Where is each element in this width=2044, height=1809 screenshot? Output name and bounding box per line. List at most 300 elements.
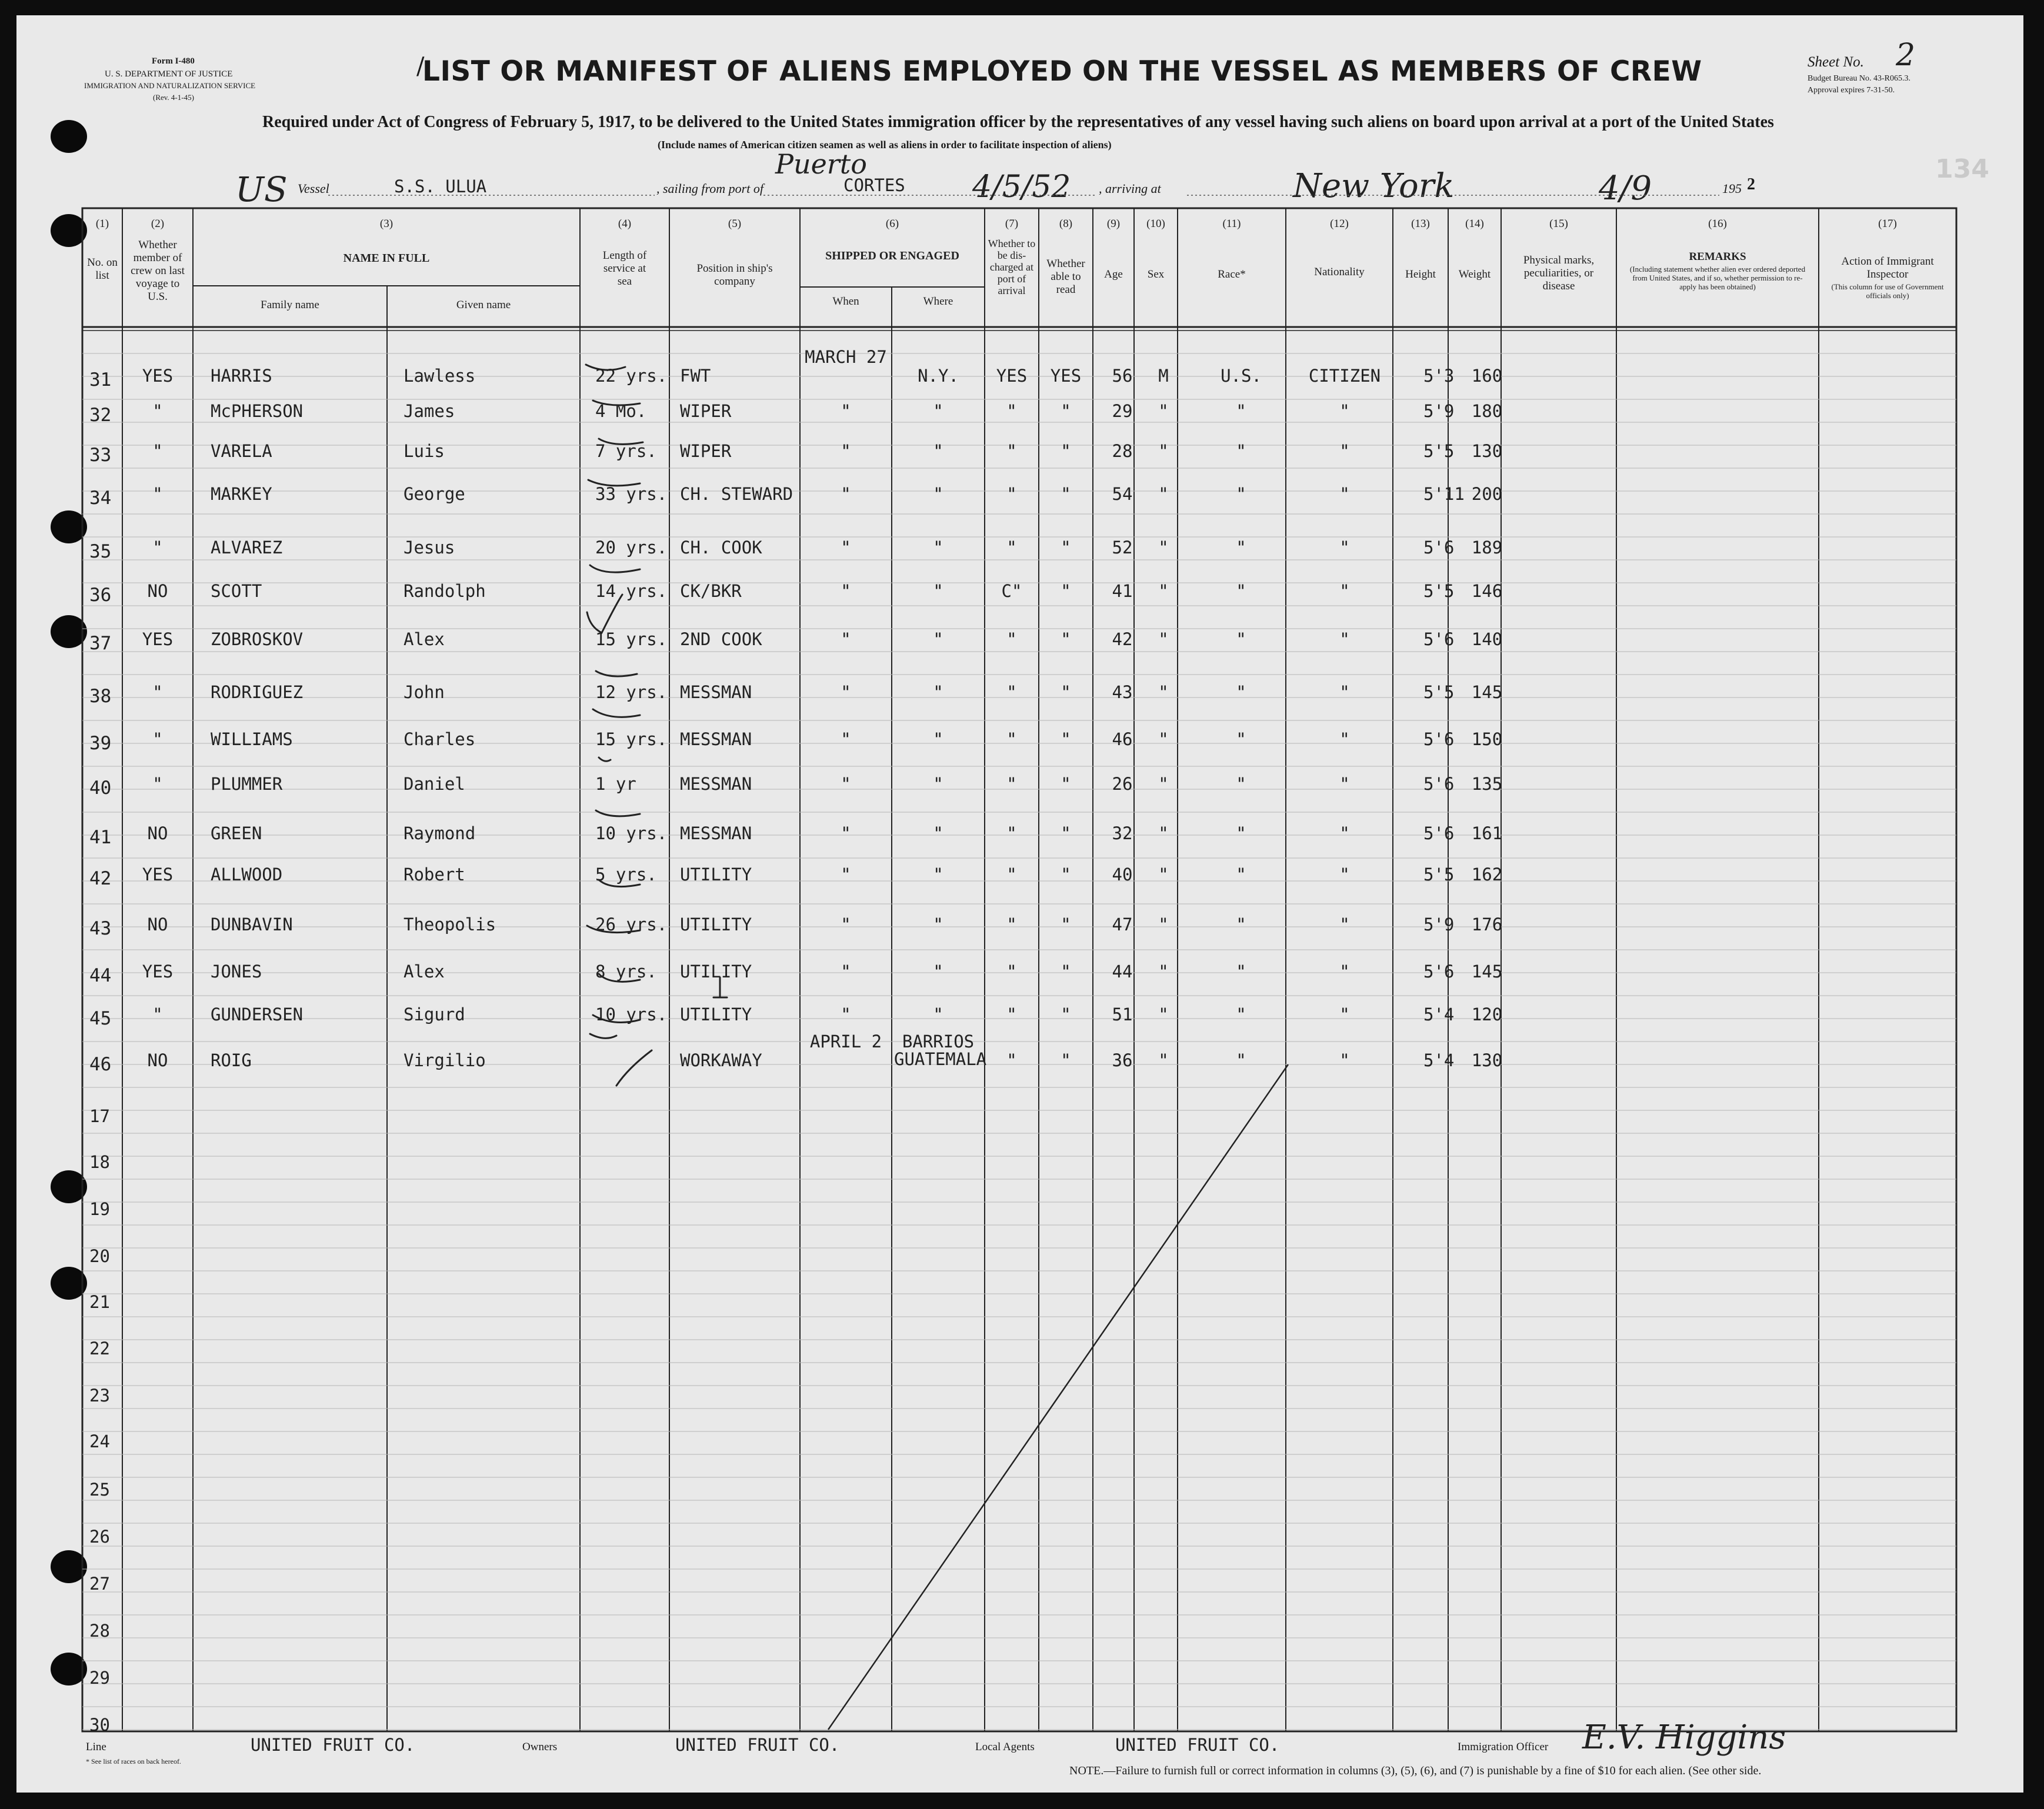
- corner-stamp: 134: [1935, 154, 1989, 184]
- race: ": [1236, 682, 1246, 702]
- given-name: George: [404, 484, 465, 504]
- page-title: LIST OR MANIFEST OF ALIENS EMPLOYED ON THE VESSEL AS MEMBERS OF CREW: [422, 55, 1702, 88]
- empty-row-number: 28: [89, 1621, 110, 1641]
- race: ": [1236, 774, 1246, 794]
- race: ": [1236, 729, 1246, 749]
- agents-value: UNITED FRUIT CO.: [1115, 1735, 1280, 1755]
- service: IMMIGRATION AND NATURALIZATION SERVICE: [84, 81, 256, 90]
- col3-family: Family name: [261, 299, 319, 311]
- col17-label: Action of Immigrant Inspector: [1841, 255, 1934, 281]
- length-of-service: 8 yrs.: [595, 962, 657, 982]
- sex: ": [1158, 682, 1169, 702]
- col15-num: (15): [1549, 218, 1568, 230]
- family-name: ROIG: [211, 1050, 252, 1070]
- col16-note: (Including statement whether alien ever ordered deported from United States, and if so, whether permission to re-apply has been obtained): [1629, 265, 1806, 291]
- position: UTILITY: [680, 865, 752, 885]
- row-number: 44: [89, 965, 112, 986]
- length-of-service: 20 yrs.: [595, 538, 668, 558]
- row-number: 40: [89, 777, 112, 799]
- subtitle: Required under Act of Congress of February 5, 1917, to be delivered to the United States immigration officer by the representatives of any vessel having such aliens on board upon arrival at a port of the United States: [262, 113, 1774, 131]
- top-mark: /: [416, 53, 425, 80]
- nationality: ": [1339, 729, 1350, 749]
- able-to-read: ": [1061, 629, 1071, 649]
- shipped-when: ": [841, 1004, 851, 1024]
- col7-label: Whether to be dis-charged at port of arrival: [988, 238, 1036, 296]
- row-number: 37: [89, 633, 112, 654]
- empty-row-number: 21: [89, 1292, 110, 1312]
- nationality: ": [1339, 962, 1350, 982]
- row-number: 36: [89, 585, 112, 606]
- age: 32: [1112, 823, 1133, 843]
- shipped-when: ": [841, 581, 851, 601]
- able-to-read: ": [1061, 823, 1071, 843]
- sex: ": [1158, 1050, 1169, 1070]
- weight: 130: [1471, 1050, 1503, 1070]
- weight: 162: [1471, 865, 1503, 885]
- col16-label: REMARKS: [1689, 251, 1746, 263]
- row-number: 42: [89, 868, 112, 889]
- weight: 120: [1471, 1004, 1503, 1024]
- height: 5'6: [1423, 729, 1455, 749]
- sail-date: 4/5/52: [972, 169, 1071, 205]
- able-to-read: ": [1061, 581, 1071, 601]
- shipped-when: MARCH 27: [805, 347, 887, 367]
- able-to-read: ": [1061, 538, 1071, 558]
- row-number: 34: [89, 488, 112, 509]
- line-value: UNITED FRUIT CO.: [251, 1735, 415, 1755]
- empty-row-number: 26: [89, 1527, 110, 1547]
- col2-label: Whether member of crew on last voyage to U.S.: [131, 239, 185, 303]
- col14-label: Weight: [1458, 268, 1491, 281]
- given-name: Daniel: [404, 774, 465, 794]
- height: 5'9: [1423, 914, 1455, 934]
- age: 56: [1112, 366, 1133, 386]
- nationality: ": [1339, 484, 1350, 504]
- height: 5'6: [1423, 774, 1455, 794]
- height: 5'4: [1423, 1004, 1455, 1024]
- col1-label: No. on list: [87, 256, 118, 282]
- race: ": [1236, 865, 1246, 885]
- port-typed: CORTES: [843, 175, 905, 195]
- previous-voyage: ": [152, 441, 163, 461]
- length-of-service: 15 yrs.: [595, 629, 668, 649]
- col7-num: (7): [1005, 218, 1019, 230]
- family-name: SCOTT: [211, 581, 262, 601]
- age: 29: [1112, 401, 1133, 421]
- col3-num: (3): [379, 218, 394, 230]
- col17-note: (This column for use of Government officials only): [1831, 282, 1944, 300]
- position: WIPER: [680, 441, 732, 461]
- length-of-service: 5 yrs.: [595, 865, 657, 885]
- previous-voyage: YES: [142, 962, 174, 982]
- previous-voyage: ": [152, 1004, 163, 1024]
- shipped-when: ": [841, 401, 851, 421]
- given-name: Sigurd: [404, 1004, 465, 1024]
- age: 44: [1112, 962, 1133, 982]
- col3-label: NAME IN FULL: [343, 252, 430, 265]
- length-of-service: 26 yrs.: [595, 914, 668, 934]
- given-name: Alex: [404, 629, 445, 649]
- length-of-service: 4 Mo.: [595, 401, 647, 421]
- family-name: WILLIAMS: [211, 729, 293, 749]
- shipped-when: ": [841, 538, 851, 558]
- family-name: HARRIS: [211, 366, 272, 386]
- discharged: ": [1006, 401, 1017, 421]
- previous-voyage: NO: [147, 1050, 168, 1070]
- row-number: 39: [89, 733, 112, 754]
- sex: M: [1158, 366, 1169, 386]
- row-number: 43: [89, 918, 112, 939]
- position: CH. STEWARD: [680, 484, 793, 504]
- col8-label: Whether able to read: [1046, 258, 1085, 296]
- empty-row-number: 19: [89, 1199, 110, 1219]
- shipped-when: ": [841, 682, 851, 702]
- family-name: DUNBAVIN: [211, 914, 293, 934]
- empty-row-number: 25: [89, 1480, 110, 1500]
- weight: 189: [1471, 538, 1503, 558]
- age: 28: [1112, 441, 1133, 461]
- given-name: Robert: [404, 865, 465, 885]
- shipped-where: ": [933, 1004, 943, 1024]
- col9-num: (9): [1106, 218, 1121, 230]
- race: ": [1236, 401, 1246, 421]
- position: CH. COOK: [680, 538, 762, 558]
- arrival-date: 4/9: [1599, 169, 1652, 208]
- shipped-when: ": [841, 484, 851, 504]
- age: 26: [1112, 774, 1133, 794]
- discharged: YES: [996, 366, 1028, 386]
- empty-row-number: 27: [89, 1574, 110, 1594]
- shipped-where: BARRIOS GUATEMALA: [894, 1032, 987, 1069]
- height: 5'3: [1423, 366, 1455, 386]
- weight: 161: [1471, 823, 1503, 843]
- race: ": [1236, 823, 1246, 843]
- race-note: * See list of races on back hereof.: [86, 1757, 181, 1765]
- age: 40: [1112, 865, 1133, 885]
- row-number: 38: [89, 686, 112, 707]
- sheet-label: Sheet No.: [1808, 54, 1864, 70]
- arrival-port: New York: [1293, 167, 1455, 205]
- col10-num: (10): [1146, 218, 1165, 230]
- sex: ": [1158, 865, 1169, 885]
- weight: 180: [1471, 401, 1503, 421]
- shipped-where: ": [933, 538, 943, 558]
- col11-label: Race*: [1218, 268, 1246, 281]
- nationality: ": [1339, 1004, 1350, 1024]
- row-number: 33: [89, 445, 112, 466]
- height: 5'5: [1423, 682, 1455, 702]
- height: 5'5: [1423, 441, 1455, 461]
- shipped-when: ": [841, 962, 851, 982]
- col14-num: (14): [1465, 218, 1484, 230]
- row-number: 32: [89, 405, 112, 426]
- given-name: Lawless: [404, 366, 476, 386]
- empty-row-number: 23: [89, 1386, 110, 1406]
- length-of-service: 1 yr: [595, 774, 636, 794]
- able-to-read: ": [1061, 774, 1071, 794]
- nationality: ": [1339, 914, 1350, 934]
- race: ": [1236, 441, 1246, 461]
- department: U. S. DEPARTMENT OF JUSTICE: [105, 69, 233, 79]
- sailing-label: , sailing from port of: [656, 181, 763, 196]
- age: 36: [1112, 1050, 1133, 1070]
- weight: 145: [1471, 962, 1503, 982]
- discharged: ": [1006, 914, 1017, 934]
- col11-num: (11): [1222, 218, 1241, 230]
- age: 52: [1112, 538, 1133, 558]
- col16-num: (16): [1708, 218, 1727, 230]
- position: MESSMAN: [680, 823, 752, 843]
- shipped-where: ": [933, 441, 943, 461]
- vessel-name: S.S. ULUA: [394, 176, 487, 196]
- shipped-when: ": [841, 865, 851, 885]
- race: ": [1236, 581, 1246, 601]
- age: 43: [1112, 682, 1133, 702]
- shipped-where: N.Y.: [918, 366, 959, 386]
- height: 5'6: [1423, 823, 1455, 843]
- age: 51: [1112, 1004, 1133, 1024]
- shipped-where: ": [933, 729, 943, 749]
- previous-voyage: YES: [142, 865, 174, 885]
- discharged: ": [1006, 1004, 1017, 1024]
- col1-num: (1): [95, 218, 109, 230]
- length-of-service: 7 yrs.: [595, 441, 657, 461]
- col4-num: (4): [618, 218, 632, 230]
- col12-num: (12): [1330, 218, 1349, 230]
- shipped-when: ": [841, 774, 851, 794]
- height: 5'5: [1423, 865, 1455, 885]
- sex: ": [1158, 581, 1169, 601]
- given-name: Randolph: [404, 581, 486, 601]
- nationality: ": [1339, 401, 1350, 421]
- nationality: ": [1339, 865, 1350, 885]
- col15-label: Physical marks, peculiarities, or disease: [1523, 254, 1595, 292]
- given-name: Charles: [404, 729, 476, 749]
- weight: 135: [1471, 774, 1503, 794]
- able-to-read: ": [1061, 914, 1071, 934]
- race: ": [1236, 538, 1246, 558]
- nationality: ": [1339, 629, 1350, 649]
- previous-voyage: ": [152, 538, 163, 558]
- discharged: C": [1001, 581, 1022, 601]
- race: ": [1236, 962, 1246, 982]
- previous-voyage: ": [152, 401, 163, 421]
- family-name: ALLWOOD: [211, 865, 283, 885]
- year-prefix: 195: [1722, 181, 1742, 196]
- nationality: ": [1339, 823, 1350, 843]
- able-to-read: ": [1061, 962, 1071, 982]
- weight: 150: [1471, 729, 1503, 749]
- able-to-read: YES: [1050, 366, 1082, 386]
- discharged: ": [1006, 865, 1017, 885]
- family-name: MARKEY: [211, 484, 272, 504]
- previous-voyage: ": [152, 484, 163, 504]
- weight: 160: [1471, 366, 1503, 386]
- family-name: ZOBROSKOV: [211, 629, 304, 649]
- shipped-where: ": [933, 774, 943, 794]
- empty-row-number: 20: [89, 1246, 110, 1266]
- row-number: 41: [89, 827, 112, 848]
- vessel-prefix: US: [235, 169, 288, 209]
- given-name: Theopolis: [404, 914, 496, 934]
- nationality: ": [1339, 774, 1350, 794]
- race: ": [1236, 1050, 1246, 1070]
- col8-num: (8): [1059, 218, 1073, 230]
- shipped-when: ": [841, 823, 851, 843]
- revision: (Rev. 4-1-45): [153, 93, 194, 102]
- shipped-when: ": [841, 629, 851, 649]
- age: 41: [1112, 581, 1133, 601]
- shipped-when: ": [841, 729, 851, 749]
- family-name: VARELA: [211, 441, 272, 461]
- owners-value: UNITED FRUIT CO.: [675, 1735, 840, 1755]
- position: FWT: [680, 366, 711, 386]
- weight: 200: [1471, 484, 1503, 504]
- position: WORKAWAY: [680, 1050, 762, 1070]
- discharged: ": [1006, 538, 1017, 558]
- previous-voyage: ": [152, 729, 163, 749]
- col6-num: (6): [885, 218, 899, 230]
- length-of-service: 15 yrs.: [595, 729, 668, 749]
- officer-signature: E.V. Higgins: [1582, 1718, 1786, 1757]
- length-of-service: 10 yrs.: [595, 1004, 668, 1024]
- col12-label: Nationality: [1314, 266, 1365, 278]
- height: 5'6: [1423, 538, 1455, 558]
- col5-num: (5): [728, 218, 742, 230]
- nationality: ": [1339, 1050, 1350, 1070]
- height: 5'5: [1423, 581, 1455, 601]
- empty-row-number: 24: [89, 1431, 110, 1451]
- arriving-label: , arriving at: [1099, 181, 1161, 196]
- nationality: ": [1339, 538, 1350, 558]
- sex: ": [1158, 484, 1169, 504]
- position: UTILITY: [680, 962, 752, 982]
- shipped-where: ": [933, 962, 943, 982]
- empty-row-number: 17: [89, 1106, 110, 1126]
- given-name: Alex: [404, 962, 445, 982]
- empty-row-number: 29: [89, 1668, 110, 1688]
- able-to-read: ": [1061, 1050, 1071, 1070]
- discharged: ": [1006, 682, 1017, 702]
- able-to-read: ": [1061, 1004, 1071, 1024]
- length-of-service: 22 yrs.: [595, 366, 668, 386]
- col4-label: Length of service at sea: [602, 249, 647, 288]
- discharged: ": [1006, 729, 1017, 749]
- agents-label: Local Agents: [975, 1741, 1035, 1753]
- owners-label: Owners: [522, 1741, 558, 1753]
- row-number: 31: [89, 369, 112, 390]
- sex: ": [1158, 401, 1169, 421]
- previous-voyage: YES: [142, 629, 174, 649]
- form-number: Form I-480: [152, 56, 195, 66]
- given-name: Luis: [404, 441, 445, 461]
- able-to-read: ": [1061, 682, 1071, 702]
- discharged: ": [1006, 1050, 1017, 1070]
- height: 5'6: [1423, 962, 1455, 982]
- budget-bureau: Budget Bureau No. 43-R065.3.: [1808, 74, 1910, 83]
- position: WIPER: [680, 401, 732, 421]
- height: 5'6: [1423, 629, 1455, 649]
- col6-when: When: [832, 295, 859, 308]
- race: ": [1236, 484, 1246, 504]
- able-to-read: ": [1061, 401, 1071, 421]
- height: 5'4: [1423, 1050, 1455, 1070]
- sex: ": [1158, 538, 1169, 558]
- given-name: James: [404, 401, 455, 421]
- shipped-where: ": [933, 484, 943, 504]
- length-of-service: 33 yrs.: [595, 484, 668, 504]
- nationality: ": [1339, 581, 1350, 601]
- port-hand: Puerto: [775, 148, 867, 180]
- family-name: RODRIGUEZ: [211, 682, 304, 702]
- col17-num: (17): [1878, 218, 1897, 230]
- col10-label: Sex: [1147, 268, 1165, 281]
- row-number: 46: [89, 1054, 112, 1075]
- previous-voyage: ": [152, 774, 163, 794]
- length-of-service: 12 yrs.: [595, 682, 668, 702]
- previous-voyage: NO: [147, 914, 168, 934]
- previous-voyage: ": [152, 682, 163, 702]
- col3-given: Given name: [456, 299, 511, 311]
- given-name: John: [404, 682, 445, 702]
- col5-label: Position in ship's company: [696, 262, 773, 288]
- shipped-where: ": [933, 914, 943, 934]
- nationality: ": [1339, 441, 1350, 461]
- able-to-read: ": [1061, 484, 1071, 504]
- weight: 140: [1471, 629, 1503, 649]
- sex: ": [1158, 441, 1169, 461]
- sex: ": [1158, 729, 1169, 749]
- discharged: ": [1006, 823, 1017, 843]
- shipped-where: ": [933, 682, 943, 702]
- col13-label: Height: [1405, 268, 1436, 281]
- shipped-when: ": [841, 914, 851, 934]
- nationality: ": [1339, 682, 1350, 702]
- col6-label: SHIPPED OR ENGAGED: [825, 249, 959, 262]
- subtitle-note: (Include names of American citizen seamen as well as aliens in order to facilitate inspection of aliens): [658, 139, 1112, 151]
- shipped-where: ": [933, 629, 943, 649]
- age: 46: [1112, 729, 1133, 749]
- row-number: 35: [89, 541, 112, 562]
- race: ": [1236, 1004, 1246, 1024]
- shipped-where: ": [933, 865, 943, 885]
- age: 54: [1112, 484, 1133, 504]
- sex: ": [1158, 962, 1169, 982]
- approval-expiry: Approval expires 7-31-50.: [1808, 86, 1895, 95]
- able-to-read: ": [1061, 865, 1071, 885]
- row-number: 45: [89, 1008, 112, 1029]
- sex: ": [1158, 629, 1169, 649]
- height: 5'11: [1423, 484, 1465, 504]
- year-suffix: 2: [1747, 175, 1755, 193]
- sex: ": [1158, 1004, 1169, 1024]
- line-label: Line: [86, 1741, 106, 1753]
- position: MESSMAN: [680, 774, 752, 794]
- race: U.S.: [1221, 366, 1262, 386]
- age: 42: [1112, 629, 1133, 649]
- discharged: ": [1006, 484, 1017, 504]
- discharged: ": [1006, 629, 1017, 649]
- nationality: CITIZEN: [1308, 366, 1381, 386]
- col6-where: Where: [923, 295, 953, 308]
- empty-row-number: 18: [89, 1152, 110, 1172]
- position: UTILITY: [680, 1004, 752, 1024]
- weight: 176: [1471, 914, 1503, 934]
- manifest-sheet: [16, 15, 2023, 1793]
- position: MESSMAN: [680, 729, 752, 749]
- family-name: GREEN: [211, 823, 262, 843]
- given-name: Jesus: [404, 538, 455, 558]
